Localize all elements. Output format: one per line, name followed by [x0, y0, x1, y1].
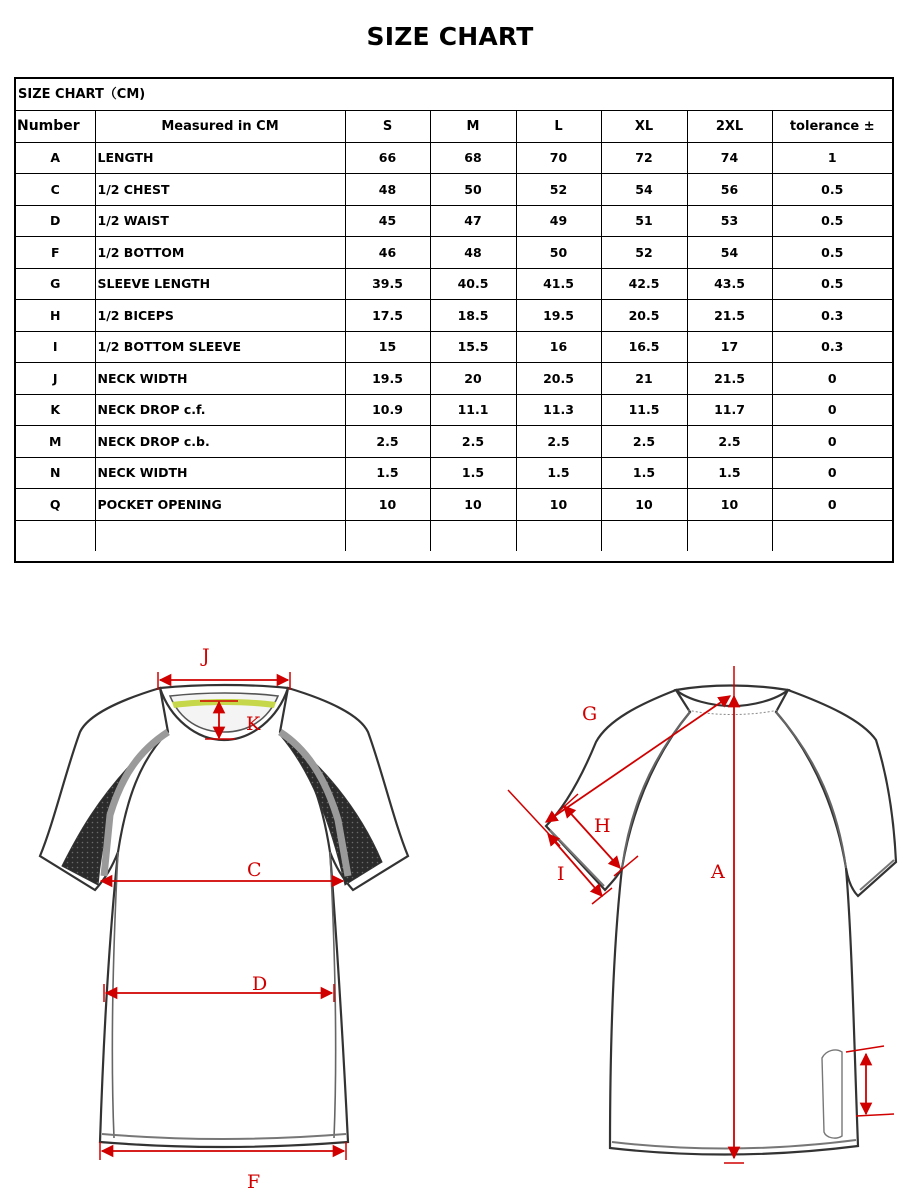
row-size-value: 1.5 — [516, 457, 601, 489]
row-code: M — [16, 426, 95, 458]
label-f: F — [247, 1171, 261, 1193]
row-size-value: 48 — [345, 174, 430, 206]
row-size-value: 11.3 — [516, 394, 601, 426]
row-size-value: 48 — [430, 237, 516, 269]
row-size-value: 19.5 — [516, 300, 601, 332]
row-size-value: 52 — [516, 174, 601, 206]
row-size-value: 2.5 — [345, 426, 430, 458]
row-tolerance: 0.5 — [772, 205, 892, 237]
row-size-value: 52 — [601, 237, 687, 269]
row-size-value: 11.7 — [687, 394, 772, 426]
row-size-value — [345, 520, 430, 551]
header-size-m: M — [430, 111, 516, 142]
row-size-value: 11.5 — [601, 394, 687, 426]
row-code: G — [16, 268, 95, 300]
row-size-value: 2.5 — [687, 426, 772, 458]
row-tolerance: 0.3 — [772, 300, 892, 332]
table-row — [16, 268, 892, 300]
table-row — [16, 489, 892, 521]
row-size-value: 45 — [345, 205, 430, 237]
row-measurement: 1/2 BICEPS — [95, 300, 345, 332]
row-size-value: 39.5 — [345, 268, 430, 300]
row-code: C — [16, 174, 95, 206]
back-collar — [676, 686, 788, 707]
row-measurement — [95, 520, 345, 551]
header-size-xl: XL — [601, 111, 687, 142]
row-size-value: 54 — [601, 174, 687, 206]
row-size-value: 10.9 — [345, 394, 430, 426]
table-row — [16, 205, 892, 237]
label-h: H — [594, 815, 611, 837]
header-size-l: L — [516, 111, 601, 142]
table-row — [16, 394, 892, 426]
row-size-value: 21 — [601, 363, 687, 395]
row-code: K — [16, 394, 95, 426]
row-size-value: 68 — [430, 142, 516, 174]
row-size-value: 2.5 — [601, 426, 687, 458]
row-size-value: 1.5 — [430, 457, 516, 489]
row-size-value: 43.5 — [687, 268, 772, 300]
measure-i-tick-bottom — [592, 888, 612, 904]
row-size-value: 17.5 — [345, 300, 430, 332]
row-size-value: 50 — [516, 237, 601, 269]
table-row — [16, 142, 892, 174]
row-tolerance: 0 — [772, 457, 892, 489]
row-size-value: 11.1 — [430, 394, 516, 426]
row-tolerance: 0 — [772, 426, 892, 458]
row-size-value: 46 — [345, 237, 430, 269]
row-tolerance: 0 — [772, 363, 892, 395]
row-measurement: 1/2 WAIST — [95, 205, 345, 237]
row-size-value: 40.5 — [430, 268, 516, 300]
row-measurement: LENGTH — [95, 142, 345, 174]
row-code: I — [16, 331, 95, 363]
row-size-value — [516, 520, 601, 551]
row-tolerance: 0.5 — [772, 268, 892, 300]
row-size-value: 74 — [687, 142, 772, 174]
row-size-value: 41.5 — [516, 268, 601, 300]
label-a: A — [711, 861, 725, 883]
table-row — [16, 237, 892, 269]
header-size-2xl: 2XL — [687, 111, 772, 142]
row-size-value: 1.5 — [687, 457, 772, 489]
row-size-value: 53 — [687, 205, 772, 237]
measure-pocket-tick-bottom — [856, 1114, 894, 1116]
row-size-value: 20.5 — [516, 363, 601, 395]
row-size-value: 17 — [687, 331, 772, 363]
row-size-value: 42.5 — [601, 268, 687, 300]
back-neck-stitch — [688, 710, 778, 715]
row-size-value: 1.5 — [601, 457, 687, 489]
row-code: N — [16, 457, 95, 489]
row-size-value: 10 — [516, 489, 601, 521]
row-size-value: 10 — [687, 489, 772, 521]
row-measurement: NECK WIDTH — [95, 363, 345, 395]
row-size-value: 2.5 — [516, 426, 601, 458]
row-code: Q — [16, 489, 95, 521]
row-size-value: 70 — [516, 142, 601, 174]
row-size-value: 16.5 — [601, 331, 687, 363]
table-row — [16, 174, 892, 206]
header-tolerance: tolerance ± — [772, 111, 892, 142]
table-row — [16, 520, 892, 551]
header-measured: Measured in CM — [95, 111, 345, 142]
row-size-value: 10 — [601, 489, 687, 521]
front-shirt — [40, 685, 408, 1147]
row-size-value: 66 — [345, 142, 430, 174]
size-grid — [16, 111, 892, 551]
row-tolerance: 0.5 — [772, 237, 892, 269]
label-i: I — [557, 863, 565, 885]
label-d: D — [252, 973, 268, 995]
row-size-value: 19.5 — [345, 363, 430, 395]
row-size-value: 47 — [430, 205, 516, 237]
row-code — [16, 520, 95, 551]
row-size-value — [601, 520, 687, 551]
back-shirt — [546, 686, 896, 1155]
row-measurement: NECK WIDTH — [95, 457, 345, 489]
table-row — [16, 457, 892, 489]
row-size-value: 20.5 — [601, 300, 687, 332]
row-measurement: POCKET OPENING — [95, 489, 345, 521]
page-title: SIZE CHART — [366, 22, 534, 51]
row-tolerance: 0 — [772, 489, 892, 521]
row-code: A — [16, 142, 95, 174]
row-measurement: NECK DROP c.b. — [95, 426, 345, 458]
row-size-value: 1.5 — [345, 457, 430, 489]
row-size-value: 72 — [601, 142, 687, 174]
row-size-value: 10 — [345, 489, 430, 521]
garment-diagram — [0, 600, 900, 1200]
table-caption: SIZE CHART（CM) — [16, 79, 892, 111]
row-size-value: 2.5 — [430, 426, 516, 458]
header-row — [16, 111, 892, 142]
back-left-sleeve — [546, 690, 690, 890]
header-size-s: S — [345, 111, 430, 142]
back-pocket — [822, 1050, 842, 1138]
table-row — [16, 331, 892, 363]
row-tolerance: 0 — [772, 394, 892, 426]
row-size-value: 21.5 — [687, 300, 772, 332]
row-size-value — [687, 520, 772, 551]
row-size-value: 16 — [516, 331, 601, 363]
label-c: C — [247, 859, 262, 881]
label-g: G — [582, 703, 598, 725]
row-size-value: 50 — [430, 174, 516, 206]
row-measurement: 1/2 BOTTOM SLEEVE — [95, 331, 345, 363]
size-chart-table — [14, 77, 894, 563]
row-size-value: 20 — [430, 363, 516, 395]
label-k: K — [246, 713, 261, 735]
row-measurement: 1/2 BOTTOM — [95, 237, 345, 269]
table-row — [16, 363, 892, 395]
row-size-value: 10 — [430, 489, 516, 521]
row-tolerance: 0.3 — [772, 331, 892, 363]
row-code: D — [16, 205, 95, 237]
row-size-value: 56 — [687, 174, 772, 206]
front-body-outline — [100, 852, 348, 1147]
row-size-value: 51 — [601, 205, 687, 237]
row-size-value: 15 — [345, 331, 430, 363]
table-row — [16, 426, 892, 458]
row-size-value — [430, 520, 516, 551]
row-size-value: 49 — [516, 205, 601, 237]
row-size-value: 18.5 — [430, 300, 516, 332]
row-code: F — [16, 237, 95, 269]
row-tolerance: 1 — [772, 142, 892, 174]
row-size-value: 54 — [687, 237, 772, 269]
header-number: Number — [16, 111, 95, 142]
row-code: H — [16, 300, 95, 332]
row-size-value: 15.5 — [430, 331, 516, 363]
row-measurement: NECK DROP c.f. — [95, 394, 345, 426]
table-row — [16, 300, 892, 332]
row-code: J — [16, 363, 95, 395]
row-tolerance — [772, 520, 892, 551]
label-j: J — [202, 645, 210, 667]
row-measurement: SLEEVE LENGTH — [95, 268, 345, 300]
back-right-sleeve — [776, 690, 896, 896]
row-size-value: 21.5 — [687, 363, 772, 395]
row-measurement: 1/2 CHEST — [95, 174, 345, 206]
row-tolerance: 0.5 — [772, 174, 892, 206]
